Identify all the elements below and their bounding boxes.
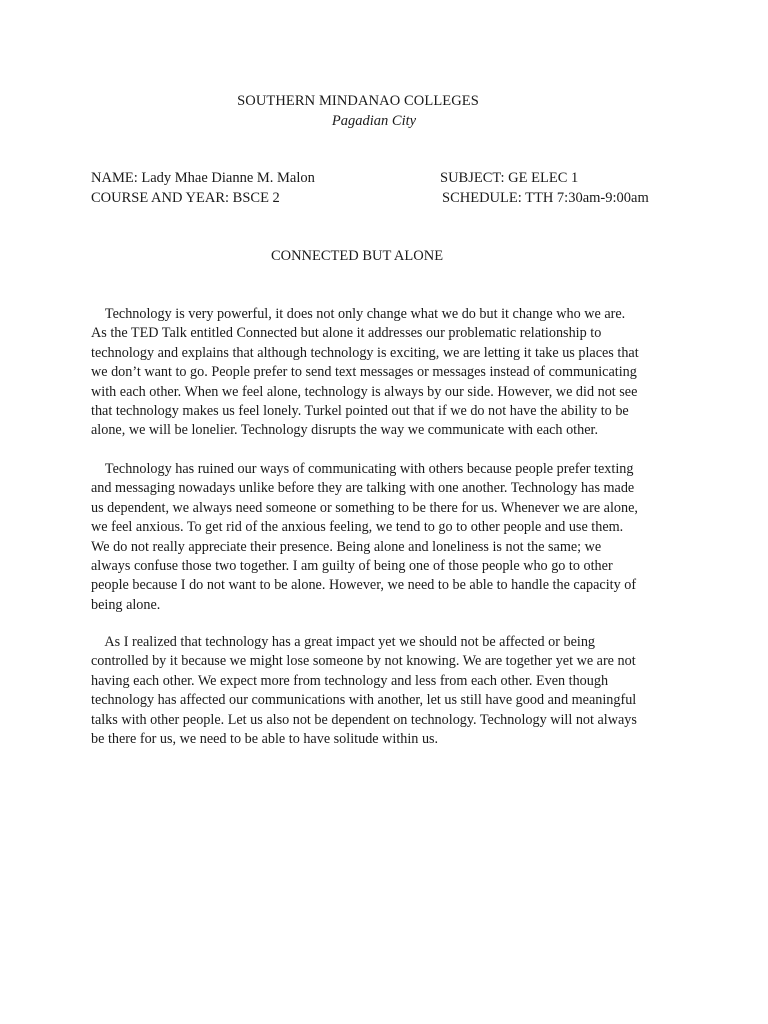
paragraph-1 bbox=[91, 305, 671, 441]
school-name: SOUTHERN MINDANAO COLLEGES bbox=[237, 93, 479, 109]
paragraph-2 bbox=[91, 460, 671, 615]
paragraph-line: always confuse those two together. I am guilty of being one of those people who go to other bbox=[91, 558, 613, 575]
paragraph-line: As I realized that technology has a great impact yet we should not be affected or being bbox=[91, 634, 596, 650]
school-city: Pagadian City bbox=[331, 113, 417, 129]
paragraph-line: we feel anxious. To get rid of the anxious feeling, we tend to go to other people and use them. bbox=[91, 519, 624, 536]
paragraph-3 bbox=[91, 633, 671, 749]
paragraph-line: being alone. bbox=[91, 596, 161, 613]
paragraph-line: alone, we will be lonelier. Technology disrupts the way we communicate with each other. bbox=[91, 422, 598, 439]
course-and-year: COURSE AND YEAR: BSCE 2 bbox=[91, 190, 280, 206]
paragraph-line: controlled by it because we might lose someone by not knowing. We are together yet we are not bbox=[91, 653, 636, 670]
paragraph-line: having each other. We expect more from technology and less from each other. Even though bbox=[91, 672, 609, 689]
subject: SUBJECT: GE ELEC 1 bbox=[440, 170, 579, 186]
paragraph-line: we don’t want to go. People prefer to send text messages or messages instead of communicating bbox=[91, 364, 637, 381]
paragraph-line: As the TED Talk entitled Connected but alone it addresses our problematic relationship to bbox=[91, 325, 602, 342]
essay-title: CONNECTED BUT ALONE bbox=[270, 248, 444, 264]
paragraph-line: people because I do not want to be alone. However, we need to be able to handle the capacity of bbox=[91, 577, 637, 594]
paragraph-line: Technology has ruined our ways of communicating with others because people prefer texting bbox=[91, 461, 634, 477]
paragraph-line: Technology is very powerful, it does not only change what we do but it change who we are. bbox=[91, 306, 626, 322]
paragraph-line: We do not really appreciate their presence. Being alone and loneliness is not the same; we bbox=[91, 538, 602, 555]
paragraph-line: be there for us, we need to be able to have solitude within us. bbox=[91, 731, 439, 748]
paragraph-line: that technology makes us feel lonely. Turkel pointed out that if we do not have the ability to be bbox=[91, 403, 629, 420]
paragraph-line: and messaging nowadays unlike before they are talking with one another. Technology has made bbox=[91, 480, 635, 497]
paragraph-line: technology has affected our communications with another, let us still have good and meaningful bbox=[91, 692, 637, 709]
paragraph-line: talks with other people. Let us also not be dependent on technology. Technology will not always bbox=[91, 711, 637, 728]
paragraph-line: with each other. When we feel alone, technology is always by our side. However, we did not see bbox=[91, 383, 638, 400]
student-name: NAME: Lady Mhae Dianne M. Malon bbox=[91, 170, 315, 186]
paragraph-line: us dependent, we always need someone or something to be there for us. Whenever we are alone, bbox=[91, 499, 638, 516]
paragraph-line: technology and explains that although technology is exciting, we are letting it take us places that bbox=[91, 344, 639, 361]
schedule: SCHEDULE: TTH 7:30am-9:00am bbox=[442, 190, 649, 206]
